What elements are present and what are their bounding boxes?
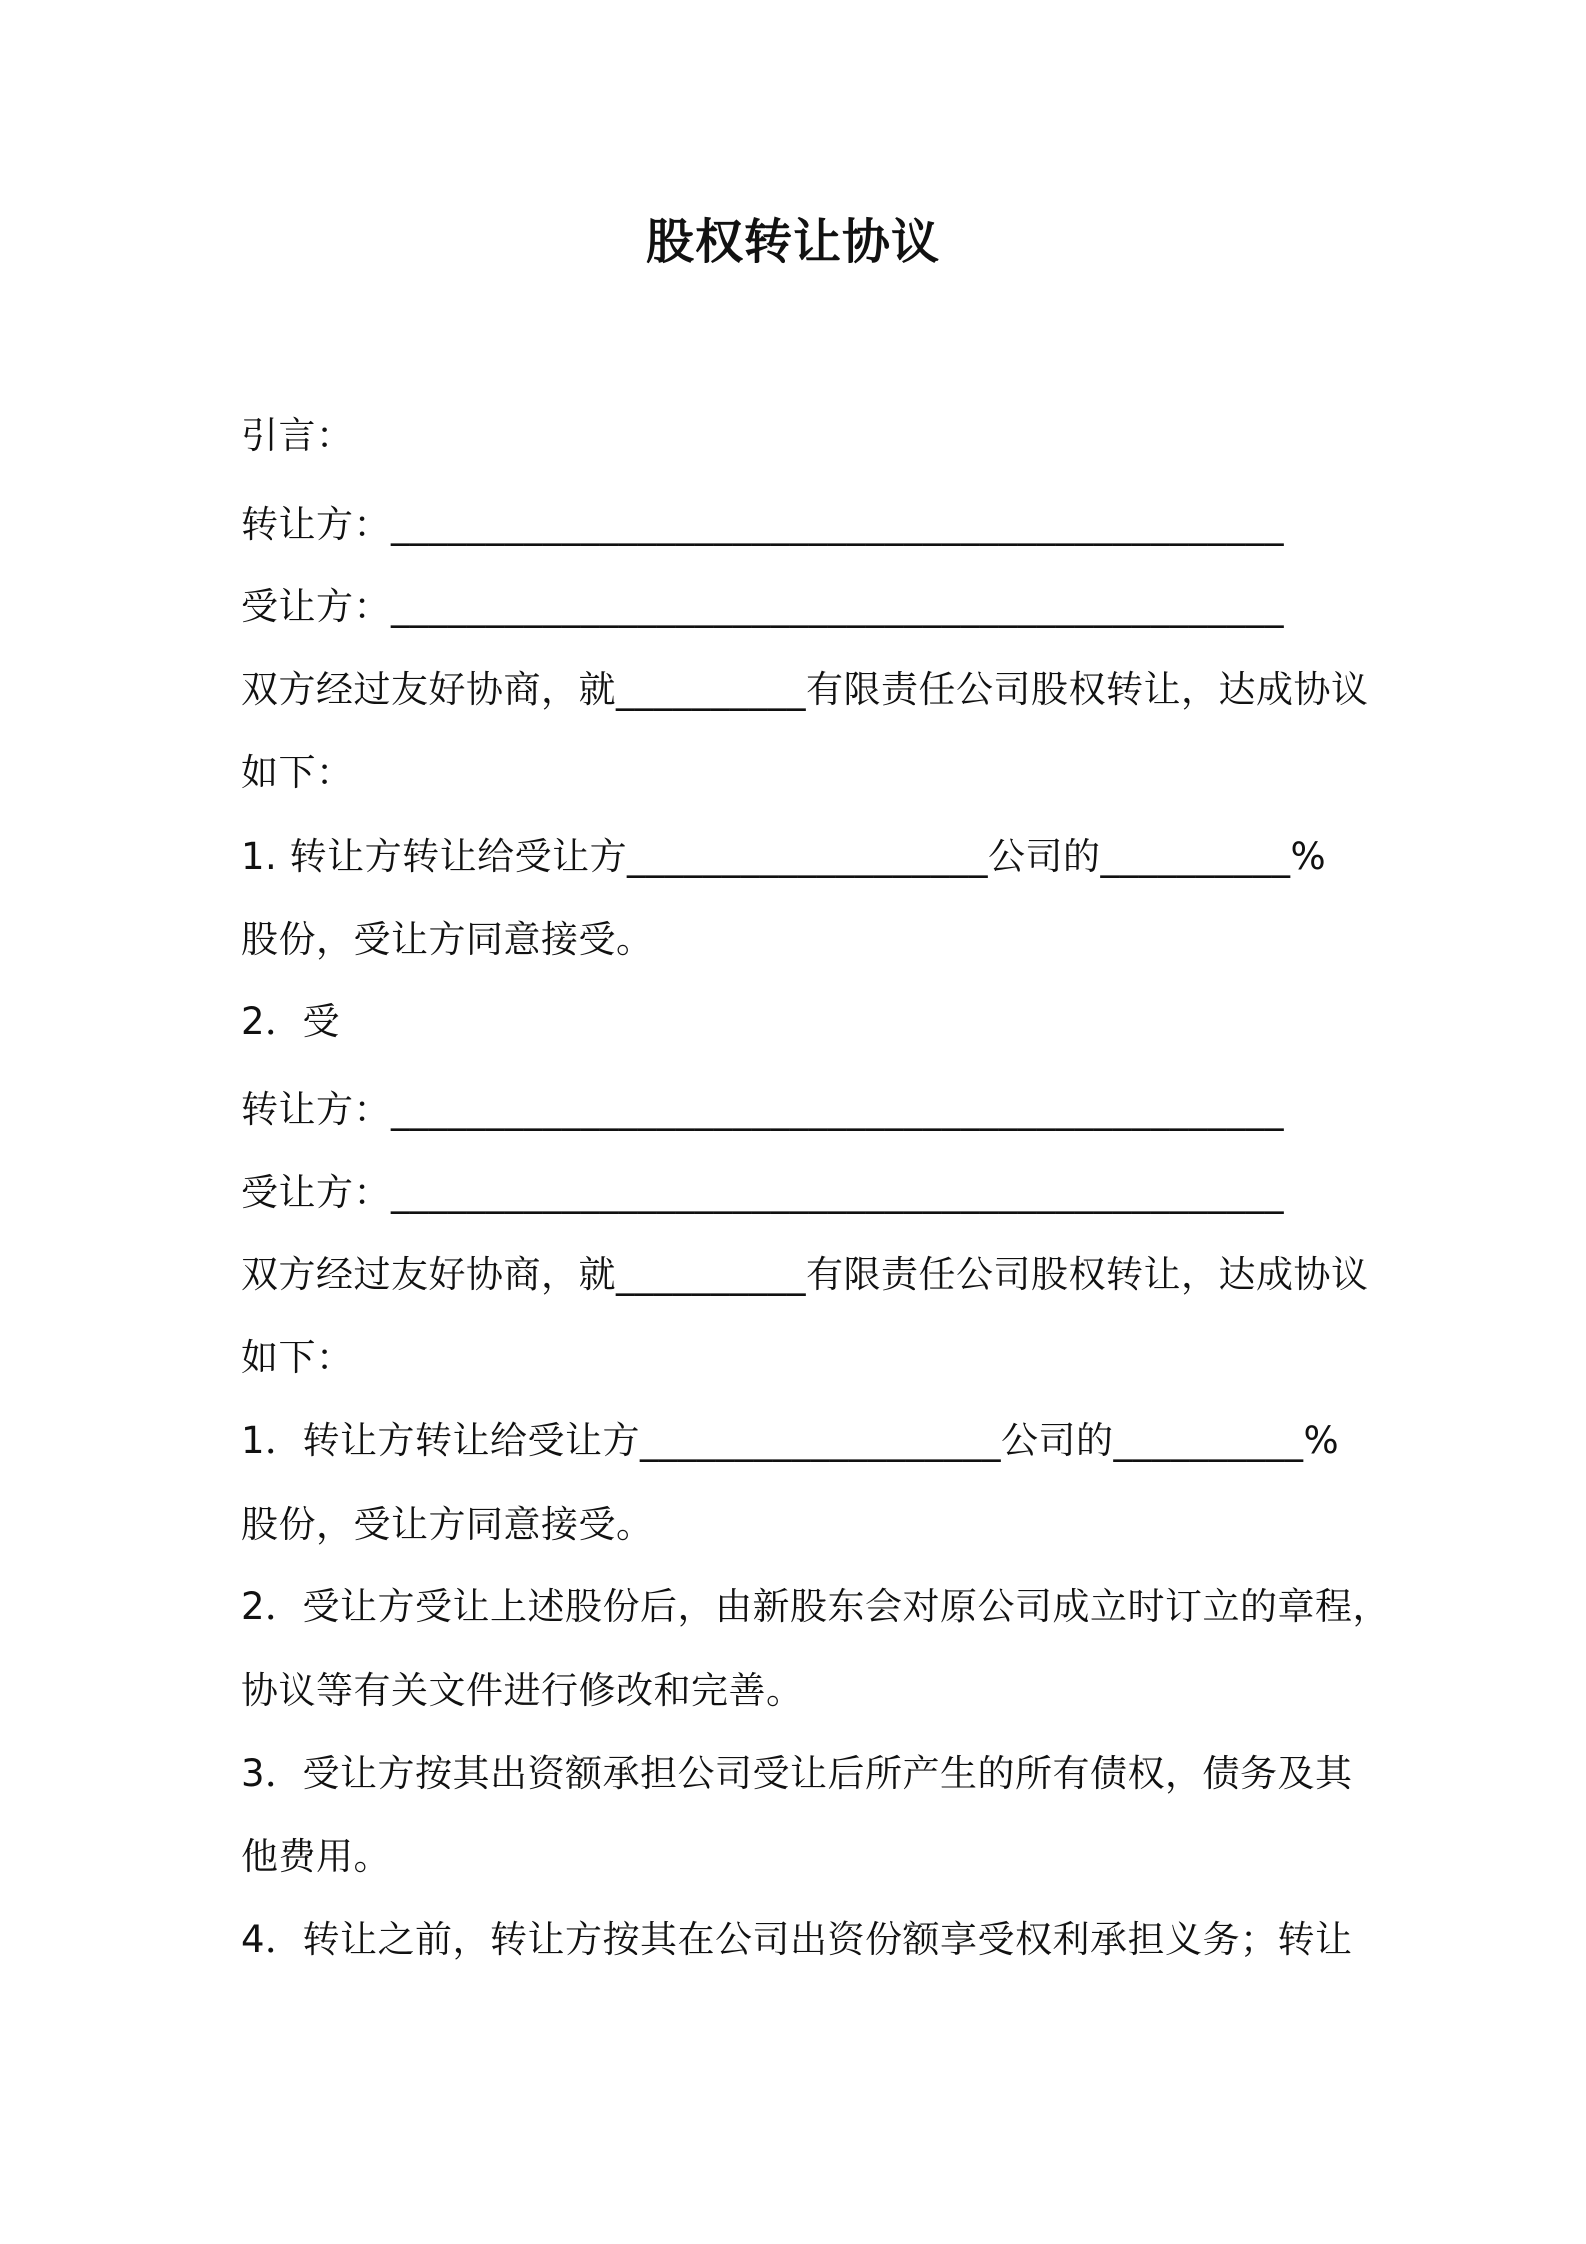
line-text: 转让方：_______________________________________________	[241, 503, 1284, 546]
line-text: 协议等有关文件进行修改和完善。	[241, 1669, 804, 1712]
clause-line	[241, 1666, 804, 1716]
line-text: 转让方：_______________________________________________	[241, 1088, 1284, 1131]
line-text: 双方经过友好协商，就__________有限责任公司股权转让，达成协议	[241, 668, 1369, 711]
clause-line	[241, 1500, 654, 1550]
clause-line	[241, 1915, 1353, 1965]
clause-line	[241, 832, 1326, 882]
line-text: 1．转让方转让给受让方___________________公司的__________%	[241, 1419, 1340, 1462]
line-text: 1. 转让方转让给受让方___________________公司的__________%	[241, 835, 1327, 878]
paragraph-line	[241, 748, 354, 798]
line-text: 股份，受让方同意接受。	[241, 918, 654, 961]
clause-line	[241, 915, 654, 965]
clause-line	[241, 1749, 1353, 1799]
transferor-line	[241, 500, 1284, 550]
clause-line	[241, 997, 340, 1047]
transferee-line	[241, 1168, 1284, 1218]
intro-heading	[241, 411, 354, 461]
line-text: 如下：	[241, 751, 354, 794]
clause-line	[241, 1416, 1339, 1466]
paragraph-line	[241, 1333, 354, 1383]
clause-line	[241, 1582, 1390, 1632]
transferor-line	[241, 1085, 1284, 1135]
line-text: 双方经过友好协商，就__________有限责任公司股权转让，达成协议	[241, 1253, 1369, 1296]
line-text: 3．受让方按其出资额承担公司受让后所产生的所有债权，债务及其	[241, 1752, 1353, 1795]
clause-line	[241, 1832, 391, 1882]
line-text: 2．受让方受让上述股份后，由新股东会对原公司成立时订立的章程，	[241, 1585, 1391, 1628]
transferee-line	[241, 582, 1284, 632]
line-text: 如下：	[241, 1336, 354, 1379]
line-text: 2．受	[241, 1000, 341, 1043]
line-text: 4．转让之前，转让方按其在公司出资份额享受权利承担义务；转让	[241, 1918, 1353, 1961]
line-text: 引言：	[241, 414, 354, 457]
paragraph-line	[241, 665, 1369, 715]
line-text: 股份，受让方同意接受。	[241, 1503, 654, 1546]
paragraph-line	[241, 1250, 1369, 1300]
line-text: 他费用。	[241, 1835, 391, 1878]
line-text: 受让方：_______________________________________________	[241, 585, 1284, 628]
document-title: 股权转让协议	[645, 214, 940, 270]
line-text: 受让方：_______________________________________________	[241, 1171, 1284, 1214]
